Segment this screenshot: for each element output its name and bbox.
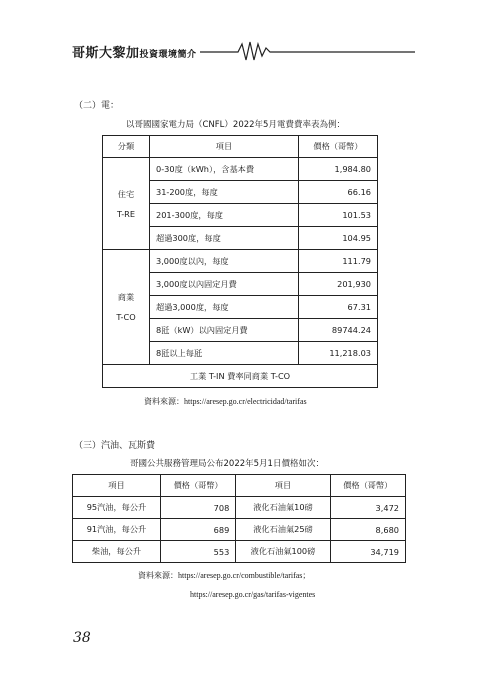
item-cell: 31-200度，每度	[150, 181, 299, 204]
price-cell: 101.53	[299, 204, 378, 227]
header-title-main: 哥斯大黎加	[72, 46, 140, 61]
category-residential	[103, 158, 150, 250]
gas-item-cell: 液化石油氣25磅	[236, 519, 330, 541]
fuel-source-line2: https://aresep.go.cr/gas/tarifas-vigentes	[190, 590, 316, 599]
table-row	[73, 497, 406, 519]
section-heading-fuel: （三）汽油、瓦斯費	[74, 441, 156, 451]
gas-price-cell: 8,680	[330, 519, 405, 541]
header-title-sub: 投資環境簡介	[139, 50, 197, 60]
fuel-caption: 哥國公共服務管理局公布2022年5月1日價格如次：	[130, 459, 324, 469]
running-header-title	[72, 42, 197, 61]
item-cell: 3,000度以內，每度	[150, 250, 299, 273]
item-cell: 3,000度以內固定月費	[150, 273, 299, 296]
price-cell: 67.31	[299, 296, 378, 319]
price-cell: 201,930	[299, 273, 378, 296]
category-commercial	[103, 250, 150, 365]
category-code: T-CO	[116, 312, 136, 322]
fuel-price-cell: 553	[160, 541, 235, 563]
gas-item-cell: 液化石油氣10磅	[236, 497, 330, 519]
table-row	[103, 158, 378, 181]
gas-price-cell: 3,472	[330, 497, 405, 519]
table-header-row	[73, 475, 406, 497]
item-cell: 8瓩以上每瓩	[150, 342, 299, 365]
table-row	[73, 541, 406, 563]
electricity-caption: 以哥國國家電力局（CNFL）2022年5月電費費率表為例：	[126, 120, 345, 130]
fuel-price-table	[72, 474, 406, 563]
item-cell: 8瓩（kW）以內固定月費	[150, 319, 299, 342]
gas-price-cell: 34,719	[330, 541, 405, 563]
header-price: 價格（哥幣）	[330, 475, 405, 497]
table-footer-row	[103, 365, 378, 388]
fuel-item-cell: 91汽油，每公升	[73, 519, 161, 541]
item-cell: 超過3,000度，每度	[150, 296, 299, 319]
fuel-source-line1: 資料來源：https://aresep.go.cr/combustible/tarifas；	[138, 571, 311, 580]
price-cell: 1,984.80	[299, 158, 378, 181]
fuel-price-cell: 689	[160, 519, 235, 541]
fuel-item-cell: 柴油，每公升	[73, 541, 161, 563]
item-cell: 201-300度，每度	[150, 204, 299, 227]
electricity-source: 資料來源：https://aresep.go.cr/electricidad/tarifas	[144, 397, 307, 406]
item-cell: 超過300度，每度	[150, 227, 299, 250]
header-item: 項目	[150, 136, 299, 158]
fuel-price-cell: 708	[160, 497, 235, 519]
price-cell: 89744.24	[299, 319, 378, 342]
header-item: 項目	[236, 475, 330, 497]
page-number: 38	[73, 630, 91, 646]
table-row	[103, 250, 378, 273]
table-row	[73, 519, 406, 541]
header-price: 價格（哥幣）	[299, 136, 378, 158]
electricity-rate-table	[102, 135, 378, 388]
item-cell: 0-30度（kWh），含基本費	[150, 158, 299, 181]
price-cell: 66.16	[299, 181, 378, 204]
category-code: T-RE	[116, 208, 136, 219]
header-item: 項目	[73, 475, 161, 497]
price-cell: 104.95	[299, 227, 378, 250]
category-name: 商業	[117, 292, 135, 302]
section-heading-electricity: （二）電：	[74, 101, 120, 111]
header-wave-decoration	[200, 38, 415, 64]
fuel-item-cell: 95汽油，每公升	[73, 497, 161, 519]
industrial-note: 工業 T-IN 費率同商業 T-CO	[103, 365, 378, 388]
table-header-row	[103, 136, 378, 158]
gas-item-cell: 液化石油氣100磅	[236, 541, 330, 563]
header-price: 價格（哥幣）	[160, 475, 235, 497]
price-cell: 11,218.03	[299, 342, 378, 365]
category-name: 住宅	[117, 188, 135, 199]
header-category: 分類	[103, 136, 150, 158]
price-cell: 111.79	[299, 250, 378, 273]
